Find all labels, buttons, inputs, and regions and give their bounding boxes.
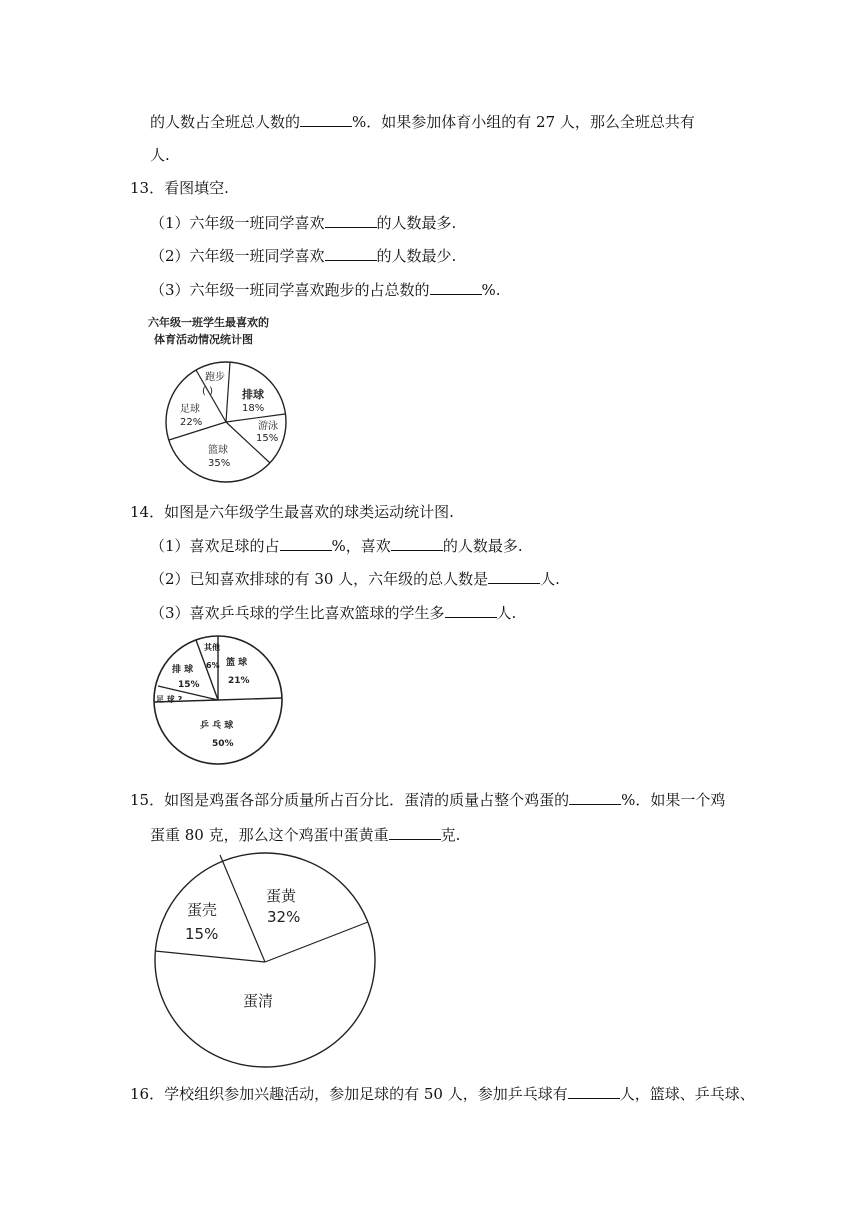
q14-sub3 <box>150 603 516 623</box>
label-volleyball: 排球 <box>242 388 264 401</box>
q14-blank-4[interactable] <box>445 603 497 618</box>
ball-label-volleyball-value: 15% <box>178 680 200 690</box>
q13-sub1-text-b: 的人数最多. <box>376 214 457 232</box>
q13-sub3-text-a: （3）六年级一班同学喜欢跑步的占总数的 <box>150 281 430 299</box>
q15-text-b: %．如果一个鸡 <box>621 791 726 809</box>
q13-sub3-text-b: %. <box>481 281 501 299</box>
label-running-value: ( ) <box>202 386 213 397</box>
q16-blank-1[interactable] <box>568 1084 620 1099</box>
q14-sub1 <box>150 536 523 556</box>
q14-sub2-text-b: 人. <box>540 570 560 588</box>
label-football: 足球 <box>180 404 200 415</box>
q14-sub1-text-a: （1）喜欢足球的占 <box>150 537 280 555</box>
q16-text-a: 16．学校组织参加兴趣活动，参加足球的有 50 人，参加乒乓球有 <box>130 1085 568 1103</box>
q13-blank-3[interactable] <box>430 280 482 295</box>
egg-label-yolk: 蛋黄 <box>266 887 297 905</box>
q13-blank-2[interactable] <box>325 246 377 261</box>
q13-sub2-text-b: 的人数最少. <box>376 247 457 265</box>
ball-label-pingpong: 乒 乓 球 <box>200 721 234 731</box>
label-basketball-value: 35% <box>208 458 231 469</box>
q15-line2 <box>150 825 460 845</box>
q14-sub3-text-b: 人. <box>496 604 517 622</box>
sports-pie-chart <box>146 312 296 487</box>
q16-line1 <box>130 1084 755 1104</box>
label-running: 跑步 <box>205 372 225 383</box>
q14-sub1-text-c: 的人数最多. <box>442 537 523 555</box>
ball-label-volleyball: 排 球 <box>172 665 194 675</box>
sports-chart-title-1: 六年级一班学生最喜欢的 <box>148 316 269 329</box>
slice-boundary-1 <box>226 362 230 422</box>
egg-boundary-yolk-white <box>265 922 368 962</box>
q13-sub1-text-a: （1）六年级一班同学喜欢 <box>150 214 325 232</box>
label-basketball: 篮球 <box>208 445 228 456</box>
label-swimming: 游泳 <box>258 421 278 432</box>
q12-blank-1[interactable] <box>300 112 352 127</box>
q14-title: 14．如图是六年级学生最喜欢的球类运动统计图. <box>130 503 454 521</box>
q14-blank-3[interactable] <box>488 569 540 584</box>
q14-blank-2[interactable] <box>391 536 443 551</box>
ball-label-basketball-value: 21% <box>228 676 250 686</box>
ball-label-other: 其他 <box>204 643 220 652</box>
q15-text-d: 克. <box>440 826 461 844</box>
q14-sub2-text-a: （2）已知喜欢排球的有 30 人，六年级的总人数是 <box>150 570 489 588</box>
egg-pie-circle <box>155 853 375 1067</box>
q13-sub1 <box>150 213 456 233</box>
q14-sub2 <box>150 569 560 589</box>
q13-sub2-text-a: （2）六年级一班同学喜欢 <box>150 247 325 265</box>
label-swimming-value: 15% <box>256 433 279 444</box>
q14-sub3-text-a: （3）喜欢乒乓球的学生比喜欢篮球的学生多 <box>150 604 445 622</box>
egg-label-shell-value: 15% <box>185 925 219 943</box>
q12-text-a: 的人数占全班总人数的 <box>150 113 301 131</box>
q12-text-b: %．如果参加体育小组的有 27 人，那么全班总共有 <box>352 113 695 131</box>
egg-label-yolk-value: 32% <box>267 908 301 926</box>
q15-line1 <box>130 790 725 810</box>
q14-sub1-text-b: %，喜欢 <box>331 537 391 555</box>
q15-blank-1[interactable] <box>569 790 621 805</box>
ball-label-other-value: 6% <box>206 661 220 670</box>
q13-sub2 <box>150 246 456 266</box>
q15-blank-2[interactable] <box>389 825 441 840</box>
q14-blank-1[interactable] <box>280 536 332 551</box>
q13-blank-1[interactable] <box>325 213 377 228</box>
q15-text-c: 蛋重 80 克，那么这个鸡蛋中蛋黄重 <box>150 826 389 844</box>
ball-label-basketball: 篮 球 <box>226 658 248 668</box>
q12-line1 <box>150 112 695 132</box>
q13-sub3 <box>150 280 501 300</box>
q15-text-a: 15．如图是鸡蛋各部分质量所占百分比．蛋清的质量占整个鸡蛋的 <box>130 791 570 809</box>
q16-text-b: 人，篮球、乒乓球、 <box>619 1085 755 1103</box>
q13-title: 13．看图填空. <box>130 179 229 197</box>
ball-label-football: 足 球 ? <box>156 695 183 704</box>
egg-boundary-shell-white <box>155 951 265 962</box>
ball-sports-pie-chart <box>150 630 290 770</box>
egg-label-white: 蛋清 <box>243 992 274 1010</box>
sports-chart-title-2: 体育活动情况统计图 <box>154 333 253 346</box>
q12-line2: 人. <box>150 146 170 164</box>
ball-label-pingpong-value: 50% <box>212 739 234 749</box>
label-volleyball-value: 18% <box>242 403 265 414</box>
egg-label-shell: 蛋壳 <box>187 901 218 919</box>
egg-pie-chart <box>150 850 380 1072</box>
egg-boundary-yolk-shell <box>220 855 265 962</box>
ball-boundary-2 <box>218 698 282 700</box>
label-football-value: 22% <box>180 417 203 428</box>
